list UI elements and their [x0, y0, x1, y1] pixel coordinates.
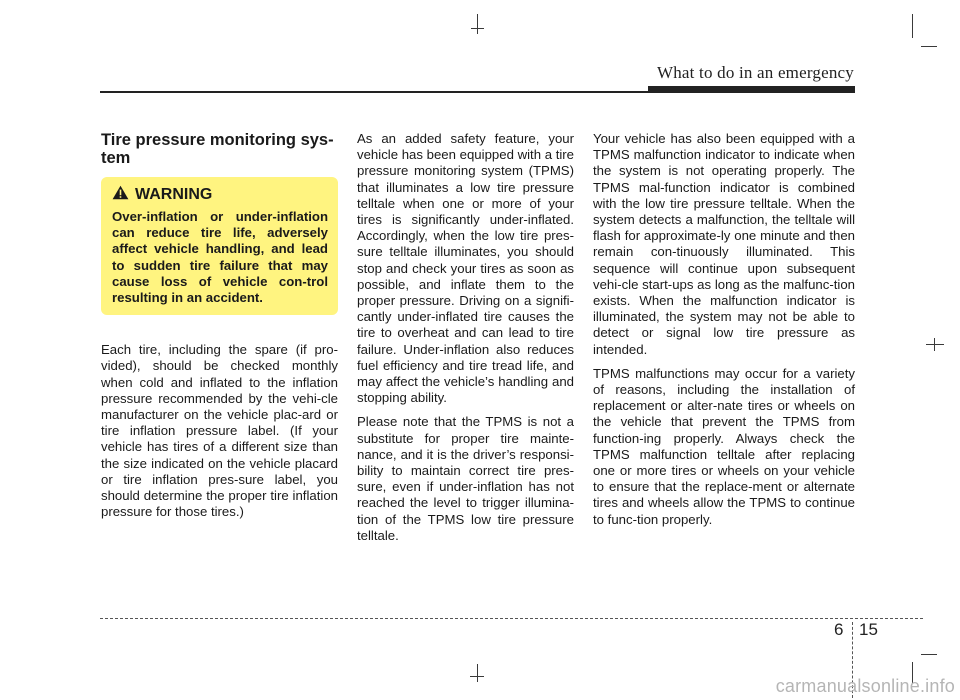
crop-mark-right: [934, 338, 935, 351]
crop-mark-bottom-right: [921, 654, 937, 655]
warning-header: [112, 185, 328, 205]
section-title: Tire pressure monitoring sys- tem: [101, 131, 334, 167]
body-paragraph: Your vehicle has also been equipped with a TPMS malfunction indicator to indicate when the system is not operating properly. The TPMS mal-function indicator is combined with the low tire pressure telltale. When the system detects a malfunction, the telltale will flash for approximate-ly one minute and then remain con-tinuously illuminated. This sequence will continue upon subsequent vehi-cle start-ups as long as the malfunc-tion exists. When the malfunction indicator is illuminated, the system may not be able to detect or signal low tire pressure as intended.: [593, 131, 855, 357]
crop-mark-top-right: [921, 46, 937, 47]
watermark: carmanualsonline.info: [775, 676, 955, 696]
crop-mark-top-right: [912, 14, 913, 38]
crop-mark-bottom: [470, 676, 484, 677]
column-2: [357, 131, 574, 552]
column-3: [593, 131, 855, 536]
header-bar: [648, 86, 855, 92]
header-title: What to do in an emergency: [656, 63, 854, 82]
crop-mark-top: [477, 14, 478, 34]
warning-box: [101, 177, 338, 315]
column-1: [101, 131, 338, 528]
body-paragraph: Please note that the TPMS is not a substitute for proper tire mainte-nance, and it is the driver’s responsi-bility to maintain correct tire pres-sure, even if under-inflation has not reached the level to trigger illumina-tion of the TPMS low tire pressure telltale.: [357, 414, 574, 543]
body-paragraph: As an added safety feature, your vehicle has been equipped with a tire pressure monitoring system (TPMS) that illuminates a low tire pressure telltale when one or more of your tires is significantly under-inflated. Accordingly, when the low tire pres-sure telltale illuminates, you should stop and check your tires as soon as possible, and inflate them to the proper pressure. Driving on a signifi-cantly under-inflated tire causes the tire to overheat and can lead to tire failure. Under-inflation also reduces fuel efficiency and tire tread life, and may affect the vehicle’s handling and stopping ability.: [357, 131, 575, 406]
crop-mark-top: [471, 28, 484, 29]
body-paragraph: TPMS malfunctions may occur for a variety of reasons, including the installation of replacement or alter-nate tires or wheels on the vehicle that prevent the TPMS from function-ing properly. Always check the TPMS malfunction telltale after replacing one or more tires or wheels on your vehicle to ensure that the replace-ment or alternate tires and wheels allow the TPMS to continue to func-tion properly.: [593, 365, 855, 527]
warning-text: Over-inflation or under-inflation can reduce tire life, adversely affect vehicle handling, and lead to sudden tire failure that may cause loss of vehicle con-trol resulting in an accident.: [112, 209, 328, 306]
crop-mark-bottom: [477, 664, 478, 682]
footer-rule: [100, 618, 923, 619]
body-paragraph: Each tire, including the spare (if pro-vided), should be checked monthly when cold and inflated to the inflation pressure recommended by the vehi-cle manufacturer on the vehicle plac-ard or tire inflation pressure label. (If your vehicle has tires of a different size than the size indicated on the vehicle placard or tire inflation pres-sure label, you should determine the proper tire inflation pressure for those tires.): [101, 342, 338, 520]
warning-title: WARNING: [135, 186, 213, 203]
warning-triangle-icon: [112, 185, 129, 205]
page-number: 15: [859, 620, 878, 639]
chapter-number: 6: [834, 620, 844, 639]
crop-mark-right: [926, 344, 944, 345]
